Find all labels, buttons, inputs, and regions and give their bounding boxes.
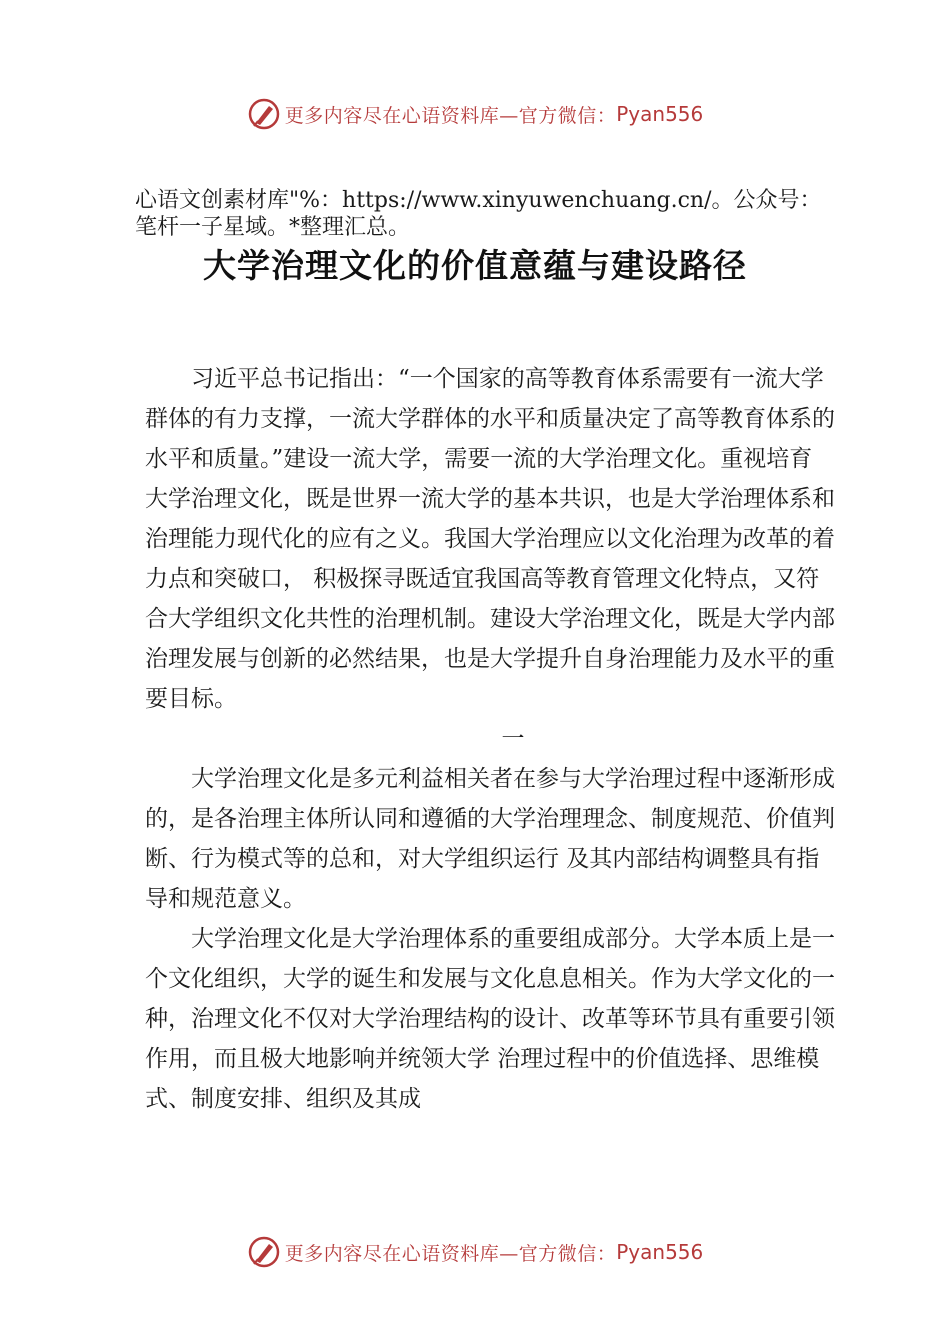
fountain-pen-logo-icon [247, 1235, 281, 1269]
paragraph: 大学治理文化是大学治理体系的重要组成部分。大学本质上是一个文化组织，大学的诞生和发展与文化息息相关。作为大学文化的一种，治理文化不仅对大学治理结构的设计、改革等环节具有重要引领作用，而且极大地影响并统领大学 治理过程中的价值选择、思维模式、制度安排、组织及其成 [145, 926, 835, 1112]
header-banner [0, 94, 950, 134]
paragraph: 习近平总书记指出：“一个国家的高等教育体系需要有一流大学群体的有力支撑，一流大学群体的水平和质量决定了高等教育体系的水平和质量。”建设一流大学，需要一流的大学治理文化。重视培育大学治理文化，既是世界一流大学的基本共识，也是大学治理体系和治理能力现代化的应有之义。我国大学治理应以文化治理为改革的着力点和突破口， 积极探寻既适宜我国高等教育管理文化特点，又符合大学组织文化共性的治理机制。建设大学治理文化，既是大学内部治理发展与创新的必然结果，也是大学提升自身治理能力及水平的重要目标。 [145, 366, 835, 712]
document-title: 大学治理文化的价值意蕴与建设路径 [203, 246, 747, 285]
source-note: 心语文创素材库"%：https://www.xinyuwenchuang.cn/。公众号：笔杆一子星域。*整理汇总。 [135, 188, 822, 240]
section-number: 一 [501, 726, 525, 752]
banner-text: 更多内容尽在心语资料库—官方微信： [284, 104, 617, 127]
banner-wechat-id: Pyan556 [616, 1240, 704, 1264]
banner-wechat-id: Pyan556 [616, 102, 704, 126]
banner-text: 更多内容尽在心语资料库—官方微信： [284, 1242, 617, 1265]
article-body [145, 359, 835, 1119]
fountain-pen-logo-icon [247, 97, 281, 131]
paragraph: 大学治理文化是多元利益相关者在参与大学治理过程中逐渐形成的，是各治理主体所认同和遵循的大学治理理念、制度规范、价值判断、行为模式等的总和，对大学组织运行 及其内部结构调整具有指导和规范意义。 [145, 766, 835, 912]
footer-banner [0, 1232, 950, 1272]
